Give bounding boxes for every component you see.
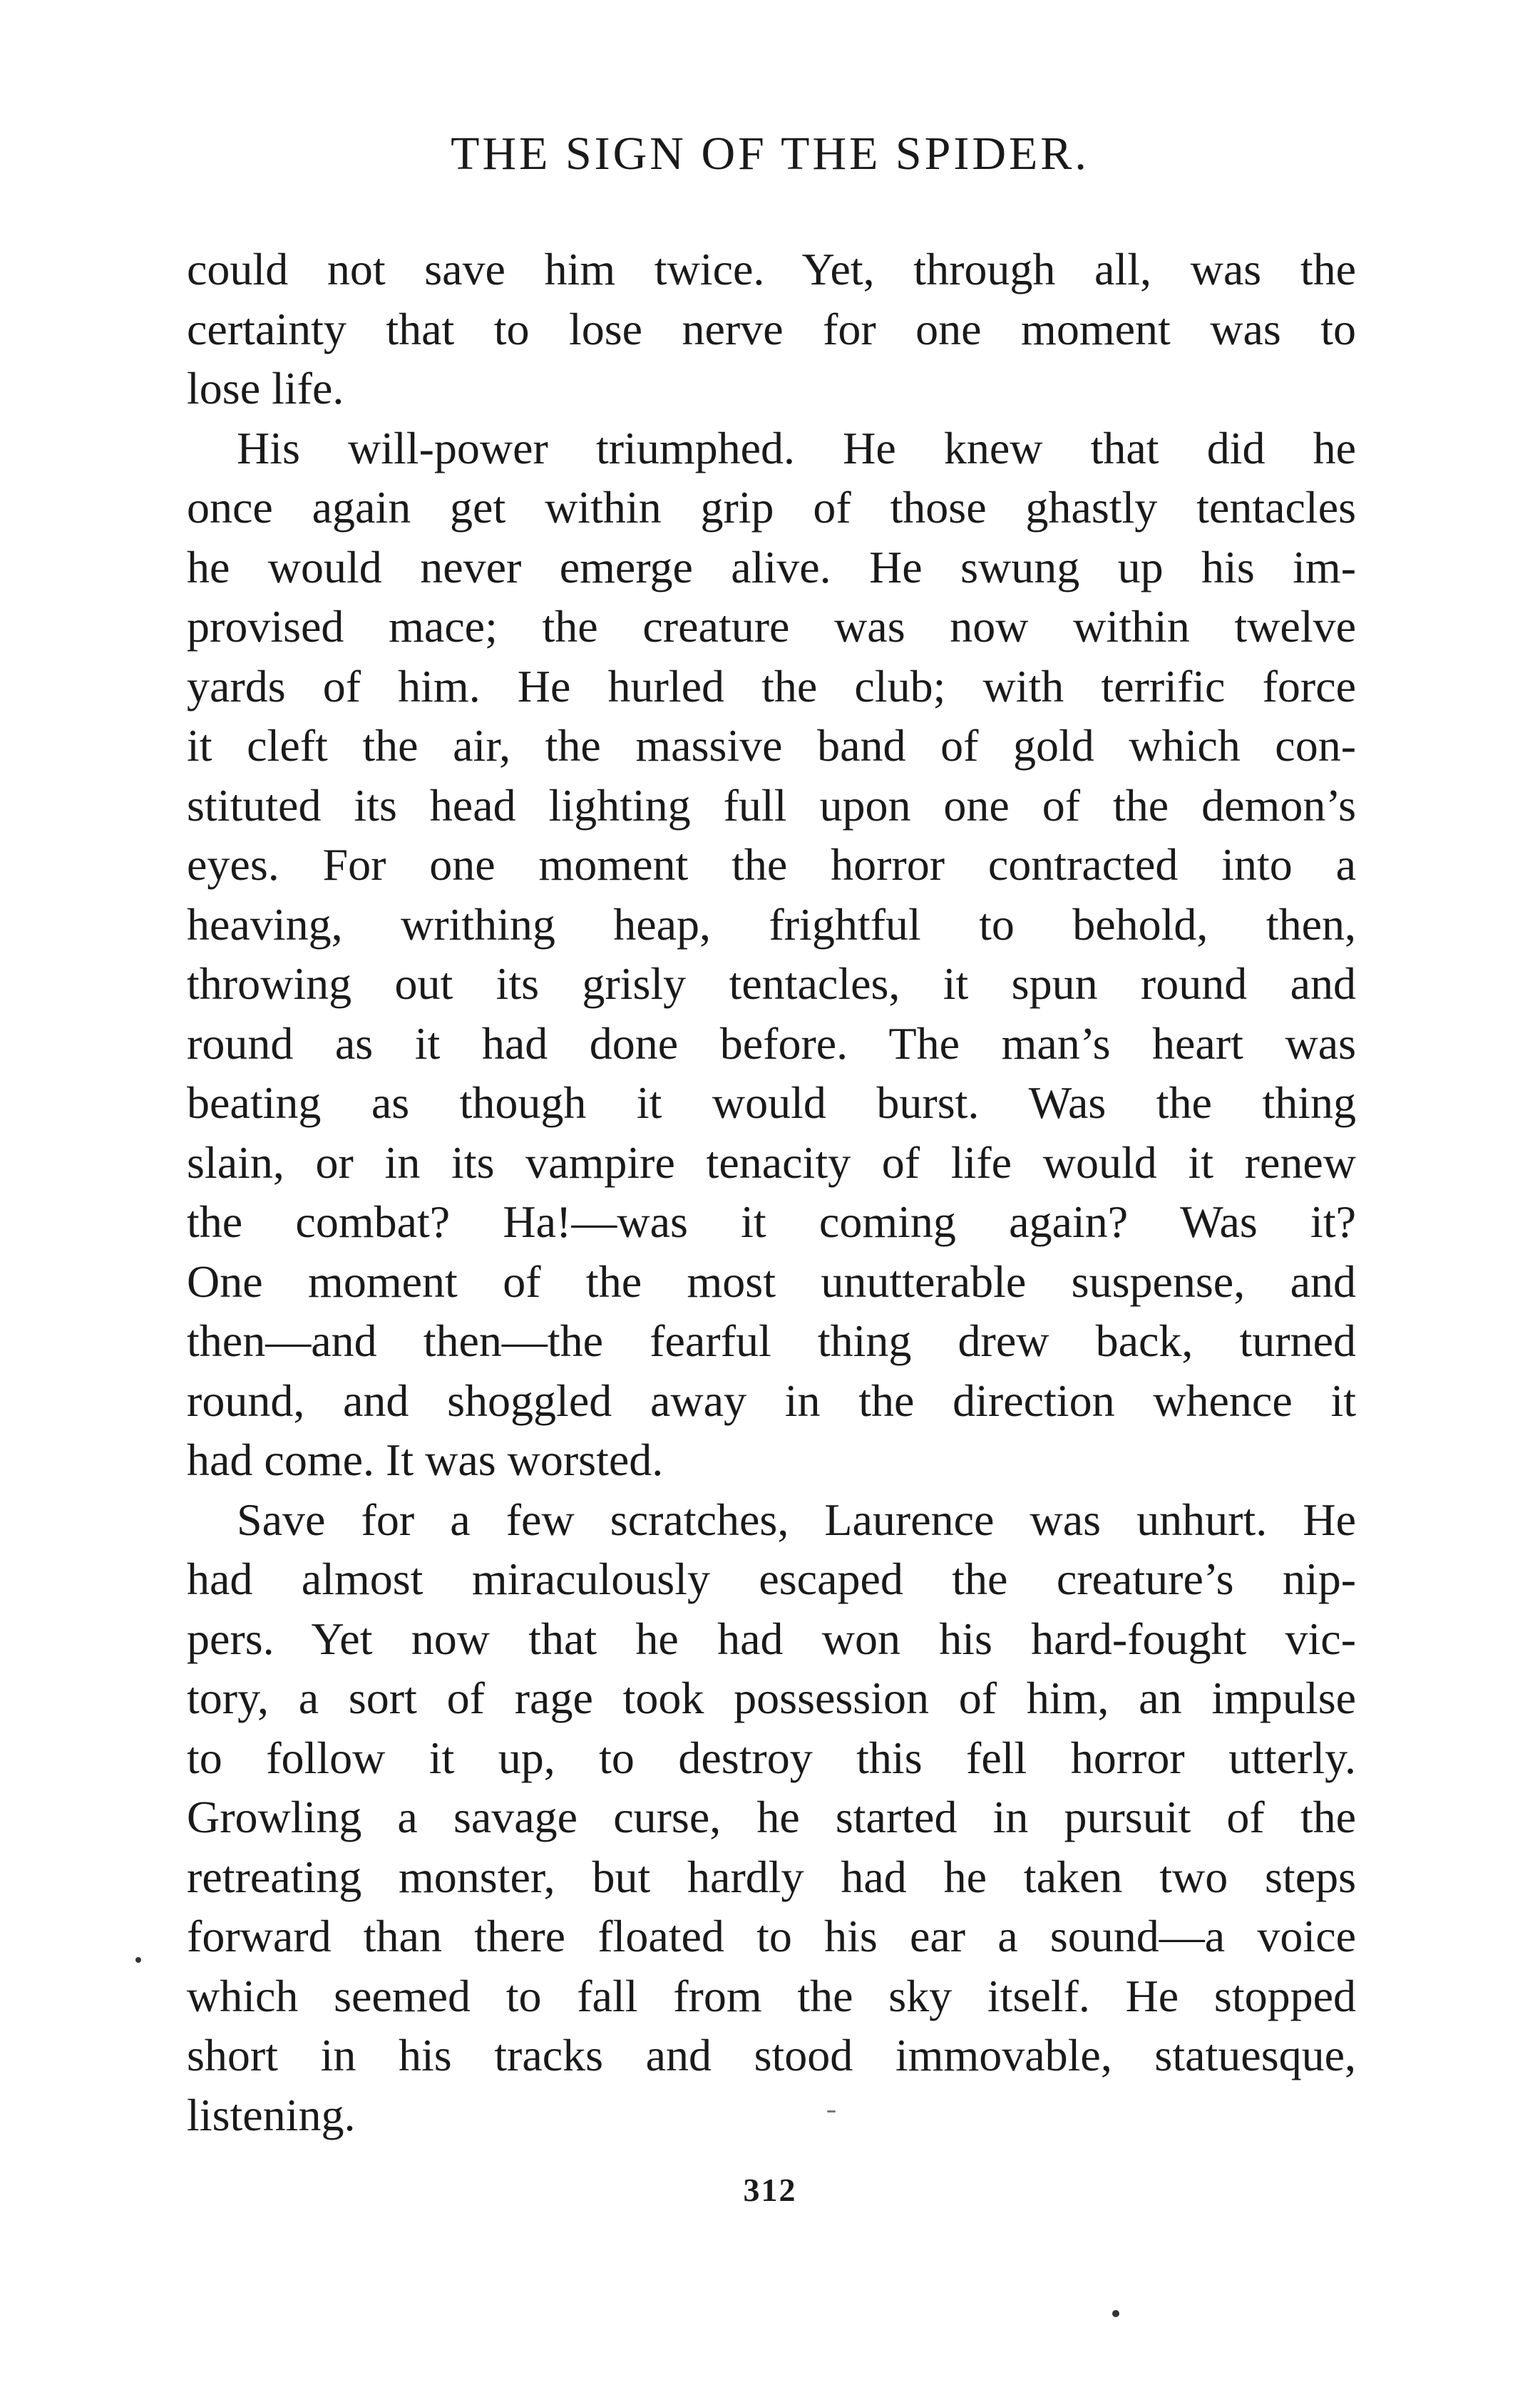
text-line: Growling a savage curse, he started in pursuit of the bbox=[187, 1792, 1356, 1842]
ink-speck bbox=[827, 2110, 836, 2113]
text-line: to follow it up, to destroy this fell horror utterly. bbox=[187, 1732, 1356, 1783]
text-line: stituted its head lighting full upon one of the demon’s bbox=[187, 779, 1356, 831]
text-line: listening. bbox=[187, 2089, 356, 2140]
text-line: he would never emerge alive. He swung up his im- bbox=[187, 541, 1356, 592]
text-line: slain, or in its vampire tenacity of life would it renew bbox=[187, 1136, 1356, 1188]
running-title: THE SIGN OF THE SPIDER. bbox=[451, 128, 1089, 180]
text-line: His will-power triumphed. He knew that did he bbox=[237, 422, 1356, 473]
text-line: had almost miraculously escaped the creature’s nip- bbox=[187, 1554, 1356, 1604]
text-line: beating as though it would burst. Was the thing bbox=[187, 1077, 1356, 1128]
text-line: provised mace; the creature was now within twelve bbox=[187, 601, 1356, 652]
text-line: forward than there floated to his ear a sound—a voice bbox=[187, 1911, 1356, 1961]
text-line: once again get within grip of those ghastly tentacles bbox=[187, 482, 1356, 533]
text-line: round, and shoggled away in the direction whence it bbox=[187, 1375, 1356, 1426]
text-line: then—and then—the fearful thing drew back, turned bbox=[187, 1315, 1356, 1366]
text-line: round as it had done before. The man’s heart was bbox=[187, 1017, 1356, 1069]
text-line: heaving, writhing heap, frightful to behold, then, bbox=[187, 898, 1356, 950]
text-line: it cleft the air, the massive band of gold which con- bbox=[187, 720, 1356, 771]
text-line: One moment of the most unutterable suspense, and bbox=[187, 1256, 1356, 1307]
text-line: certainty that to lose nerve for one moment was to bbox=[187, 303, 1356, 354]
text-line: the combat? Ha!—was it coming again? Was it? bbox=[187, 1196, 1356, 1247]
ink-speck bbox=[135, 1957, 141, 1963]
text-line: eyes. For one moment the horror contracted into a bbox=[187, 839, 1356, 890]
text-line: pers. Yet now that he had won his hard-fought vic- bbox=[187, 1613, 1356, 1664]
text-line: tory, a sort of rage took possession of him, an impulse bbox=[187, 1673, 1356, 1723]
text-line: which seemed to fall from the sky itself. He stopped bbox=[187, 1970, 1356, 2021]
text-line: retreating monster, but hardly had he taken two steps bbox=[187, 1851, 1356, 1902]
body-text bbox=[187, 240, 1356, 2145]
text-line: had come. It was worsted. bbox=[187, 1434, 664, 1485]
text-line: lose life. bbox=[187, 363, 344, 414]
text-line: could not save him twice. Yet, through all, was the bbox=[187, 244, 1356, 294]
ink-speck bbox=[1112, 2310, 1119, 2317]
text-line: short in his tracks and stood immovable, statuesque, bbox=[187, 2030, 1356, 2080]
text-line: yards of him. He hurled the club; with terrific force bbox=[187, 660, 1356, 712]
text-line: throwing out its grisly tentacles, it spun round and bbox=[187, 958, 1356, 1009]
text-line: Save for a few scratches, Laurence was unhurt. He bbox=[237, 1494, 1356, 1545]
page-number: 312 bbox=[743, 2172, 797, 2208]
